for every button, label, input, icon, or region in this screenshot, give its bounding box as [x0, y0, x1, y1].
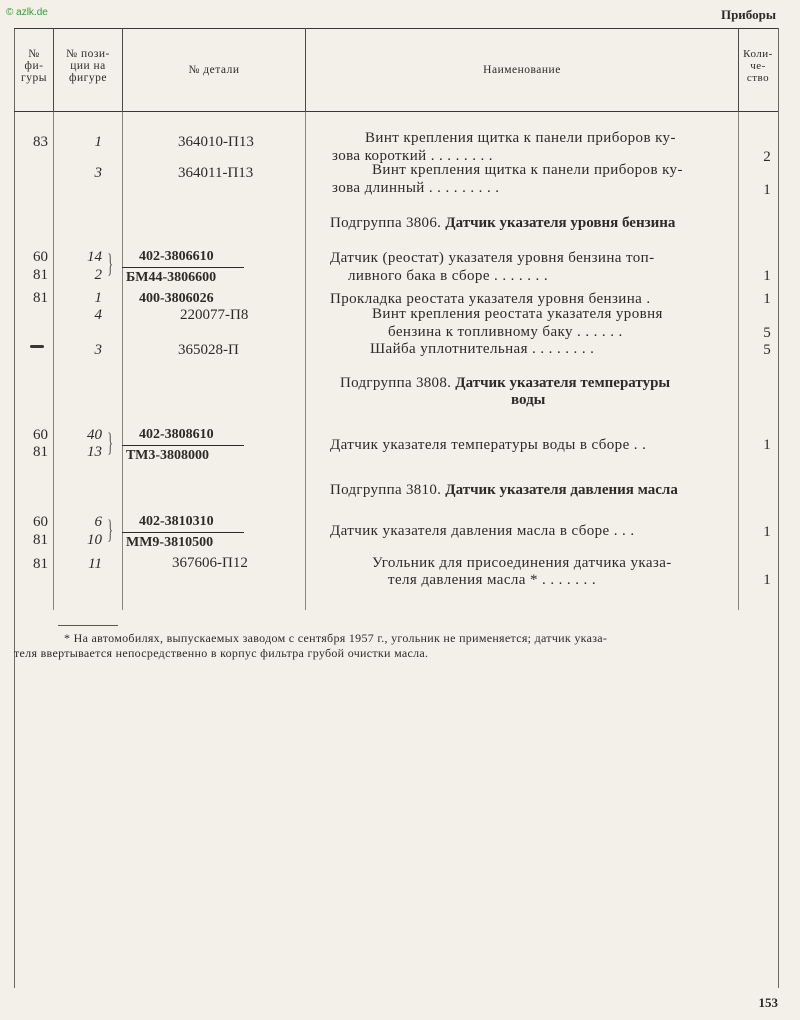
fig-number: 83 [33, 134, 48, 150]
brace-symbol: } [107, 428, 114, 457]
subgroup-heading: Подгруппа 3806. Датчик указателя уровня бензина [330, 215, 676, 231]
item-name: Угольник для присоединения датчика указа- [372, 555, 672, 571]
position-number: 3 [94, 342, 102, 358]
item-name: Винт крепления реостата указателя уровня [372, 306, 663, 322]
quantity: 1 [763, 182, 771, 198]
item-name: Винт крепления щитка к панели приборов ку- [365, 130, 676, 146]
position-number: 13 [87, 444, 102, 460]
position-number: 11 [88, 556, 102, 572]
part-number: 402-3808610 [139, 427, 214, 442]
brace-symbol: } [107, 249, 114, 278]
ink-mark [30, 345, 44, 348]
footnote-rule [58, 625, 118, 626]
fig-number: 81 [33, 267, 48, 283]
part-number: 364010-П13 [178, 134, 254, 150]
table-top-rule [14, 28, 778, 29]
position-number: 10 [87, 532, 102, 548]
header-pos: № пози- ции на фигуре [66, 48, 110, 84]
header-qty: Коли- че- ство [743, 48, 773, 84]
part-number: ММ9-3810500 [126, 535, 214, 550]
part-divider [122, 267, 244, 268]
fig-number: 81 [33, 290, 48, 306]
footnote: * На автомобилях, выпускаемых заводом с сентября 1957 г., угольник не применяется; датчик указа- теля ввертывается непосредственно в корпус фильтра грубой очистки масла. [14, 631, 608, 660]
quantity: 1 [763, 437, 771, 453]
part-number: 400-3806026 [139, 291, 214, 306]
position-number: 14 [87, 249, 102, 265]
part-divider [122, 445, 244, 446]
page-number: 153 [758, 995, 778, 1010]
header-name: Наименование [483, 64, 561, 76]
position-number: 2 [94, 267, 102, 283]
item-name-cont: бензина к топливному баку . . . . . . [388, 324, 623, 340]
position-number: 40 [87, 427, 102, 443]
position-number: 3 [94, 165, 102, 181]
quantity: 1 [763, 524, 771, 540]
part-number: БМ44-3806600 [126, 270, 217, 285]
subgroup-heading: Подгруппа 3808. Датчик указателя температуры [340, 375, 671, 391]
quantity: 5 [763, 342, 771, 358]
part-number: 220077-П8 [180, 307, 249, 323]
part-number: 367606-П12 [172, 555, 248, 571]
item-name: Винт крепления щитка к панели приборов ку- [372, 162, 683, 178]
part-divider [122, 532, 244, 533]
item-name-cont: теля давления масла * . . . . . . . [388, 572, 596, 588]
subgroup-heading-cont: воды [511, 392, 546, 408]
position-number: 6 [94, 514, 102, 530]
item-name-cont: зова короткий . . . . . . . . [332, 148, 493, 164]
quantity: 1 [763, 572, 771, 588]
quantity: 1 [763, 268, 771, 284]
header-part: № детали [188, 64, 240, 76]
quantity: 2 [763, 149, 771, 165]
col-divider-2-body [122, 112, 123, 610]
col-divider-3-body [305, 112, 306, 610]
quantity: 1 [763, 291, 771, 307]
item-name: Датчик указателя температуры воды в сборе . . [330, 437, 647, 453]
quantity: 5 [763, 325, 771, 341]
position-number: 1 [94, 134, 102, 150]
fig-number: 60 [33, 249, 48, 265]
item-name: Шайба уплотнительная . . . . . . . . [370, 341, 595, 357]
header-bottom-rule [14, 111, 778, 112]
fig-number: 60 [33, 427, 48, 443]
part-number: 365028-П [178, 342, 239, 358]
part-number: ТМ3-3808000 [126, 448, 210, 463]
item-name: Прокладка реостата указателя уровня бензина . [330, 291, 651, 307]
item-name-cont: ливного бака в сборе . . . . . . . [348, 268, 548, 284]
part-number: 402-3810310 [139, 514, 214, 529]
part-number: 402-3806610 [139, 249, 214, 264]
col-divider-1-body [53, 112, 54, 610]
fig-number: 60 [33, 514, 48, 530]
col-divider-4-body [738, 112, 739, 610]
running-head: Приборы [720, 7, 776, 22]
position-number: 4 [94, 307, 102, 323]
fig-number: 81 [33, 532, 48, 548]
item-name-cont: зова длинный . . . . . . . . . [332, 180, 500, 196]
position-number: 1 [94, 290, 102, 306]
subgroup-heading: Подгруппа 3810. Датчик указателя давления масла [330, 482, 678, 498]
fig-number: 81 [33, 556, 48, 572]
watermark: © azlk.de [6, 7, 48, 18]
brace-symbol: } [107, 515, 114, 544]
fig-number: 81 [33, 444, 48, 460]
part-number: 364011-П13 [178, 165, 254, 181]
item-name: Датчик (реостат) указателя уровня бензина топ- [330, 250, 655, 266]
header-fig: № фи- гуры [21, 48, 47, 84]
item-name: Датчик указателя давления масла в сборе . . . [330, 523, 635, 539]
